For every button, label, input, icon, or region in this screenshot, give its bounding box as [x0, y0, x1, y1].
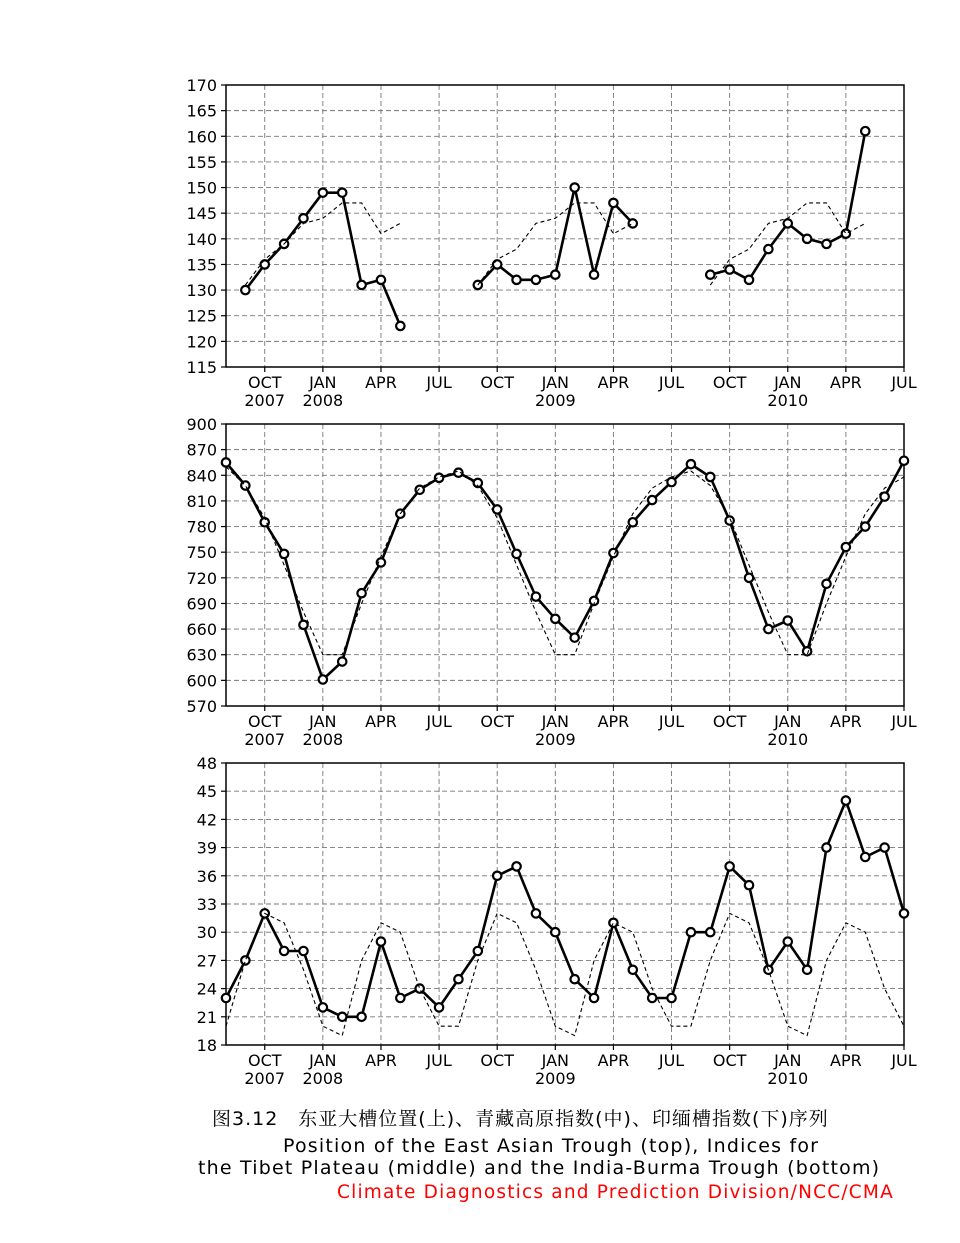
bottom-xtick-year-label: 2007 [244, 1069, 286, 1088]
top-ytick-label: 140 [186, 229, 217, 249]
bottom-data-point [493, 872, 501, 880]
middle-xtick-label: OCT [247, 712, 282, 731]
bottom-xtick-label: APR [830, 1051, 862, 1070]
middle-data-point [880, 492, 888, 500]
bottom-data-point [609, 919, 617, 927]
bottom-data-point [241, 956, 249, 964]
bottom-ytick-label: 39 [196, 838, 217, 858]
top-xtick-label: JUL [426, 373, 452, 392]
middle-xtick-year-label: 2008 [302, 730, 344, 749]
top-ytick-label: 130 [186, 281, 217, 301]
middle-data-point [493, 505, 501, 513]
bottom-ytick-label: 18 [196, 1036, 217, 1055]
middle-xtick-label: JAN [309, 712, 337, 731]
middle-ytick-label: 840 [186, 466, 217, 486]
bottom-xtick-label: OCT [480, 1051, 514, 1070]
top-data-point [512, 276, 520, 284]
middle-xtick-label: APR [830, 712, 862, 731]
middle-xtick-label: APR [597, 712, 630, 731]
top-data-point [241, 286, 249, 294]
top-data-point [784, 219, 792, 227]
middle-xtick-label: OCT [480, 712, 514, 731]
top-data-point [319, 188, 327, 196]
middle-data-point [784, 616, 792, 624]
middle-xtick-label: APR [365, 712, 397, 731]
middle-ytick-label: 900 [186, 415, 217, 434]
bottom-xtick-label: JUL [658, 1051, 685, 1070]
middle-data-point [745, 574, 753, 582]
middle-xtick-label: JUL [426, 712, 452, 731]
bottom-data-point [667, 994, 675, 1002]
bottom-ytick-label: 27 [196, 951, 217, 971]
middle-data-point [299, 621, 307, 629]
middle-data-point [648, 496, 656, 504]
bottom-data-point [512, 862, 520, 870]
middle-xtick-label: JAN [541, 712, 569, 731]
top-xtick-label: JUL [891, 373, 917, 392]
bottom-solid-series-line [226, 801, 904, 1017]
bottom-data-point [745, 881, 753, 889]
middle-data-point [725, 516, 733, 524]
bottom-ytick-label: 48 [196, 754, 217, 773]
middle-ytick-label: 720 [186, 568, 217, 588]
top-xtick-label: OCT [480, 373, 514, 392]
bottom-data-point [784, 937, 792, 945]
middle-data-point [551, 615, 559, 623]
bottom-data-point [299, 947, 307, 955]
middle-ytick-label: 870 [186, 440, 217, 460]
bottom-data-point [222, 994, 230, 1002]
top-xtick-label: APR [597, 373, 630, 392]
top-data-point [261, 260, 269, 268]
middle-data-point [900, 457, 908, 465]
top-ytick-label: 170 [186, 76, 217, 95]
bottom-data-point [319, 1003, 327, 1011]
bottom-data-point [706, 928, 714, 936]
bottom-xtick-label: JAN [309, 1051, 337, 1070]
bottom-xtick-label: OCT [712, 1051, 747, 1070]
middle-solid-series-line [226, 461, 904, 680]
bottom-xtick-year-label: 2009 [534, 1069, 576, 1088]
top-xtick-year-label: 2010 [767, 391, 809, 410]
figure-caption-english-line1: Position of the East Asian Trough (top), Indices for [283, 1135, 820, 1157]
bottom-data-point [842, 796, 850, 804]
top-data-point [764, 245, 772, 253]
top-data-point [745, 276, 753, 284]
top-xtick-label: OCT [247, 373, 282, 392]
top-data-point [609, 199, 617, 207]
top-xtick-label: APR [365, 373, 397, 392]
bottom-ytick-label: 30 [196, 923, 217, 943]
bottom-xtick-label: JAN [774, 1051, 802, 1070]
middle-data-point [532, 592, 540, 600]
bottom-ytick-label: 45 [196, 782, 217, 802]
top-xtick-label: OCT [712, 373, 747, 392]
bottom-data-point [416, 984, 424, 992]
bottom-xtick-label: APR [365, 1051, 397, 1070]
top-data-point [861, 127, 869, 135]
figure-caption-chinese: 图3.12 东亚大槽位置(上)、青藏高原指数(中)、印缅槽指数(下)序列 [212, 1108, 829, 1130]
middle-xtick-year-label: 2010 [767, 730, 809, 749]
top-data-point [357, 281, 365, 289]
middle-ytick-label: 810 [186, 491, 217, 511]
bottom-data-point [725, 862, 733, 870]
bottom-data-point [570, 975, 578, 983]
bottom-xtick-label: JUL [426, 1051, 452, 1070]
bottom-ytick-label: 24 [196, 979, 217, 999]
middle-data-point [338, 657, 346, 665]
middle-xtick-year-label: 2007 [244, 730, 286, 749]
top-xtick-label: APR [830, 373, 862, 392]
middle-data-point [667, 478, 675, 486]
top-ytick-label: 120 [186, 332, 217, 352]
bottom-ytick-label: 21 [196, 1007, 217, 1027]
bottom-data-point [454, 975, 462, 983]
bottom-data-point [357, 1013, 365, 1021]
middle-xtick-label: OCT [712, 712, 747, 731]
top-ytick-label: 135 [186, 255, 217, 275]
bottom-data-point [377, 937, 385, 945]
bottom-data-point [629, 966, 637, 974]
middle-xtick-year-label: 2009 [534, 730, 576, 749]
top-data-point [338, 188, 346, 196]
bottom-ytick-label: 36 [196, 866, 217, 886]
top-xtick-year-label: 2007 [244, 391, 286, 410]
top-data-point [842, 229, 850, 237]
middle-ytick-label: 600 [186, 671, 217, 691]
bottom-xtick-label: APR [597, 1051, 630, 1070]
bottom-xtick-label: JAN [541, 1051, 569, 1070]
top-data-point [299, 214, 307, 222]
middle-data-point [570, 633, 578, 641]
top-solid-series-line [245, 193, 400, 326]
top-ytick-label: 115 [186, 358, 217, 377]
bottom-data-point [551, 928, 559, 936]
top-ytick-label: 155 [186, 152, 217, 172]
bottom-data-point [532, 909, 540, 917]
bottom-ytick-label: 33 [196, 895, 217, 914]
middle-ytick-label: 570 [186, 697, 217, 716]
bottom-data-point [590, 994, 598, 1002]
middle-data-point [319, 675, 327, 683]
bottom-ytick-label: 42 [196, 810, 217, 830]
top-ytick-label: 125 [186, 306, 217, 326]
middle-ytick-label: 750 [186, 543, 217, 563]
top-xtick-year-label: 2008 [302, 391, 344, 410]
top-data-point [803, 235, 811, 243]
top-xtick-label: JAN [541, 373, 569, 392]
bottom-data-point [900, 909, 908, 917]
top-xtick-label: JAN [309, 373, 337, 392]
top-data-point [629, 219, 637, 227]
bottom-dashed-series-line [226, 913, 904, 1035]
middle-data-point [687, 460, 695, 468]
bottom-data-point [861, 853, 869, 861]
middle-ytick-label: 630 [186, 645, 217, 665]
top-data-point [590, 271, 598, 279]
bottom-data-point [880, 843, 888, 851]
bottom-data-point [338, 1013, 346, 1021]
bottom-xtick-year-label: 2008 [302, 1069, 344, 1088]
bottom-data-point [822, 843, 830, 851]
bottom-xtick-year-label: 2010 [767, 1069, 809, 1088]
middle-data-point [512, 550, 520, 558]
bottom-data-point [687, 928, 695, 936]
middle-xtick-label: JAN [774, 712, 802, 731]
middle-data-point [764, 625, 772, 633]
top-data-point [706, 271, 714, 279]
bottom-data-point [803, 966, 811, 974]
middle-data-point [822, 580, 830, 588]
top-ytick-label: 160 [186, 127, 217, 147]
top-data-point [725, 265, 733, 273]
middle-data-point [435, 474, 443, 482]
middle-data-point [706, 473, 714, 481]
top-ytick-label: 150 [186, 178, 217, 198]
figure-credit: Climate Diagnostics and Prediction Division/NCC/CMA [337, 1182, 894, 1203]
top-data-point [570, 183, 578, 191]
top-data-point [396, 322, 404, 330]
middle-data-point [842, 543, 850, 551]
top-data-point [532, 276, 540, 284]
top-ytick-label: 165 [186, 101, 217, 121]
bottom-data-point [396, 994, 404, 1002]
middle-ytick-label: 780 [186, 517, 217, 537]
middle-xtick-label: JUL [891, 712, 917, 731]
middle-data-point [609, 549, 617, 557]
top-data-point [377, 276, 385, 284]
middle-data-point [222, 458, 230, 466]
figure-caption-english-line2: the Tibet Plateau (middle) and the India-Burma Trough (bottom) [198, 1157, 881, 1179]
top-data-point [551, 271, 559, 279]
top-xtick-label: JAN [774, 373, 802, 392]
bottom-data-point [435, 1003, 443, 1011]
top-ytick-label: 145 [186, 204, 217, 224]
middle-ytick-label: 660 [186, 620, 217, 640]
bottom-xtick-label: JUL [891, 1051, 917, 1070]
middle-data-point [861, 522, 869, 530]
top-data-point [822, 240, 830, 248]
top-xtick-label: JUL [658, 373, 685, 392]
middle-plot-frame [226, 424, 904, 706]
top-data-point [493, 260, 501, 268]
top-xtick-year-label: 2009 [534, 391, 576, 410]
middle-ytick-label: 690 [186, 594, 217, 614]
bottom-data-point [280, 947, 288, 955]
middle-xtick-label: JUL [658, 712, 685, 731]
bottom-xtick-label: OCT [247, 1051, 282, 1070]
